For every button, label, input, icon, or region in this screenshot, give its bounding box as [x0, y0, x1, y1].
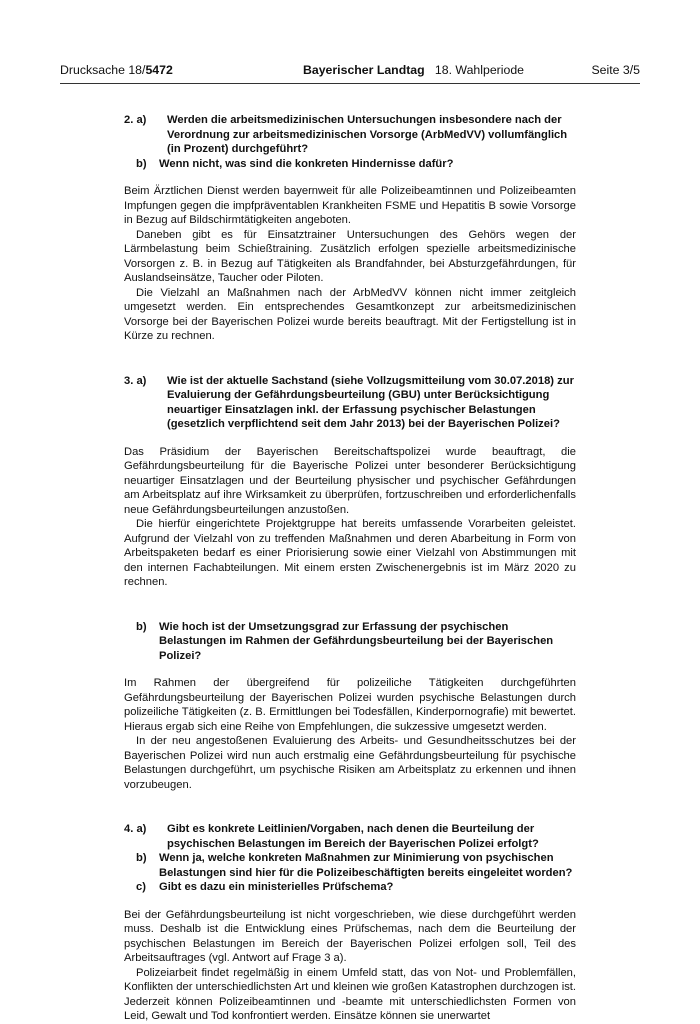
answer-paragraph: Die hierfür eingerichtete Projektgruppe hat bereits umfassende Vorarbeiten geleistet. Aufgrund der Vielzahl von zu treffenden Maßnahmen und deren Abarbeitung in Form von Arbeitspaketen bedarf es einer Priorisierung sowie einer Vielzahl von Abstimmungen mit den internen Fachabteilungen. Mit einem ersten Zwischenergebnis ist im März 2020 zu rechnen.: [124, 518, 576, 588]
answer-paragraph: Beim Ärztlichen Dienst werden bayernweit für alle Polizeibeamtinnen und Polizeibeamten Impfungen gegen die impfpräventablen Krankheiten FSME und Hepatitis B sowie Vorsorge in Bezug auf Bildschirmtätigkeiten angeboten.: [124, 185, 576, 226]
question: 4. a) Gibt es konkrete Leitlinien/Vorgaben, nach denen die Beurteilung der psychischen Belastungen im Bereich der Bayerischen Polizei erfolgt?: [124, 823, 539, 850]
parliament-title: Bayerischer Landtag 18. Wahlperiode: [303, 63, 524, 77]
answer-paragraph: Im Rahmen der übergreifend für polizeiliche Tätigkeiten durchgeführten Gefährdungsbeurteilung der Bayerischen Polizei wurden psychische Belastungen durch polizeiliche Tätigkeiten (z. B. Ermittlungen bei Todesfällen, Kinderpornografie) mit bewertet. Hieraus ergab sich eine Reihe von Empfehlungen, die sukzessive umgesetzt werden.: [124, 677, 576, 733]
answer-paragraph: Daneben gibt es für Einsatztrainer Untersuchungen des Gehörs wegen der Lärmbelastung beim Schießtraining. Zusätzlich erfolgen spezielle arbeitsmedizinische Vorsorgen z. B. in Bezug auf Tätigkeiten als Brandfahnder, bei Absturzgefährdungen, für Auslandseinsätze, Taucher oder Piloten.: [124, 228, 576, 284]
section-question-2: [124, 113, 576, 344]
question: c) Gibt es dazu ein ministerielles Prüfschema?: [136, 881, 394, 893]
question: 3. a) Wie ist der aktuelle Sachstand (siehe Vollzugsmitteilung vom 30.07.2018) zur Evaluierung der Gefährdungsbeurteilung (GBU) unter Berücksichtigung neuartiger Einsatzlagen inkl. der Erfassung psychischer Belastungen (gesetzlich verpflichtend seit dem Jahr 2013) bei der Bayerischen Polizei?: [124, 374, 574, 430]
section-question-4: [124, 822, 576, 1024]
document-number: Drucksache 18/5472: [60, 63, 173, 77]
section-question-3b: [124, 620, 576, 793]
header-rule: [60, 83, 640, 84]
question: b) Wenn nicht, was sind die konkreten Hindernisse dafür?: [136, 157, 454, 170]
answer-paragraph: Das Präsidium der Bayerischen Bereitschaftspolizei wurde beauftragt, die Gefährdungsbeurteilung für die Bayerische Polizei unter besonderer Berücksichtigung neuartiger Einsatzlagen und der Beurteilung physischer und psychischer Gefährdungen am Arbeitsplatz auf ihre Wirksamkeit zu überprüfen, fortzuschreiben und erforderlichenfalls neue Gefährdungsbeurteilungen anzustoßen.: [124, 445, 576, 516]
document-body: [124, 113, 576, 1024]
answer-paragraph: Polizeiarbeit findet regelmäßig in einem Umfeld statt, das von Not- und Problemfällen, Konflikten der unterschiedlichsten Art und kleinen wie großen Katastrophen durchzogen ist. Jederzeit können Polizeibeamtinnen und -beamte mit unterschiedlichsten Formen von Leid, Gewalt und Tod konfrontiert werden. Einsätze können sie unerwartet: [124, 966, 576, 1022]
question: b) Wie hoch ist der Umsetzungsgrad zur Erfassung der psychischen Belastungen im Rahmen der Gefährdungsbeurteilung bei der Bayerischen Polizei?: [136, 620, 554, 662]
page-number: Seite 3/5: [591, 63, 640, 77]
answer-paragraph: In der neu angestoßenen Evaluierung des Arbeits- und Gesundheitsschutzes bei der Bayerischen Polizei wird nun auch erstmalig eine Gefährdungsbeurteilung für psychische Belastungen durchgeführt, um psychische Risiken am Arbeitsplatz zu erkennen und ihnen vorzubeugen.: [124, 735, 576, 791]
question: 2. a) Werden die arbeitsmedizinischen Untersuchungen insbesondere nach der Verordnung zur arbeitsmedizinischen Vorsorge (ArbMedVV) vollumfänglich (in Prozent) durchgeführt?: [124, 114, 568, 155]
answer-paragraph: Die Vielzahl an Maßnahmen nach der ArbMedVV können nicht immer zeitgleich umgesetzt werden. Ein entsprechendes Gesamtkonzept zur arbeitsmedizinischen Vorsorge bei der Bayerischen Polizei wurde bereits beauftragt. Mit der Fertigstellung ist in Kürze zu rechnen.: [124, 286, 576, 342]
section-question-3a: [124, 374, 576, 590]
question: b) Wenn ja, welche konkreten Maßnahmen zur Minimierung von psychischen Belastungen sind hier für die Polizeibeschäftigten bereits eingeleitet worden?: [136, 852, 573, 879]
page-header: [60, 63, 640, 79]
answer-paragraph: Bei der Gefährdungsbeurteilung ist nicht vorgeschrieben, wie diese durchgeführt werden muss. Deshalb ist die Entwicklung eines Prüfschemas, nach dem die Beurteilung der psychischen Belastungen im Bereich der Bayerischen Polizei erfolgen soll, Teil des Arbeitsauftrages (vgl. Antwort auf Frage 3 a).: [124, 908, 576, 964]
